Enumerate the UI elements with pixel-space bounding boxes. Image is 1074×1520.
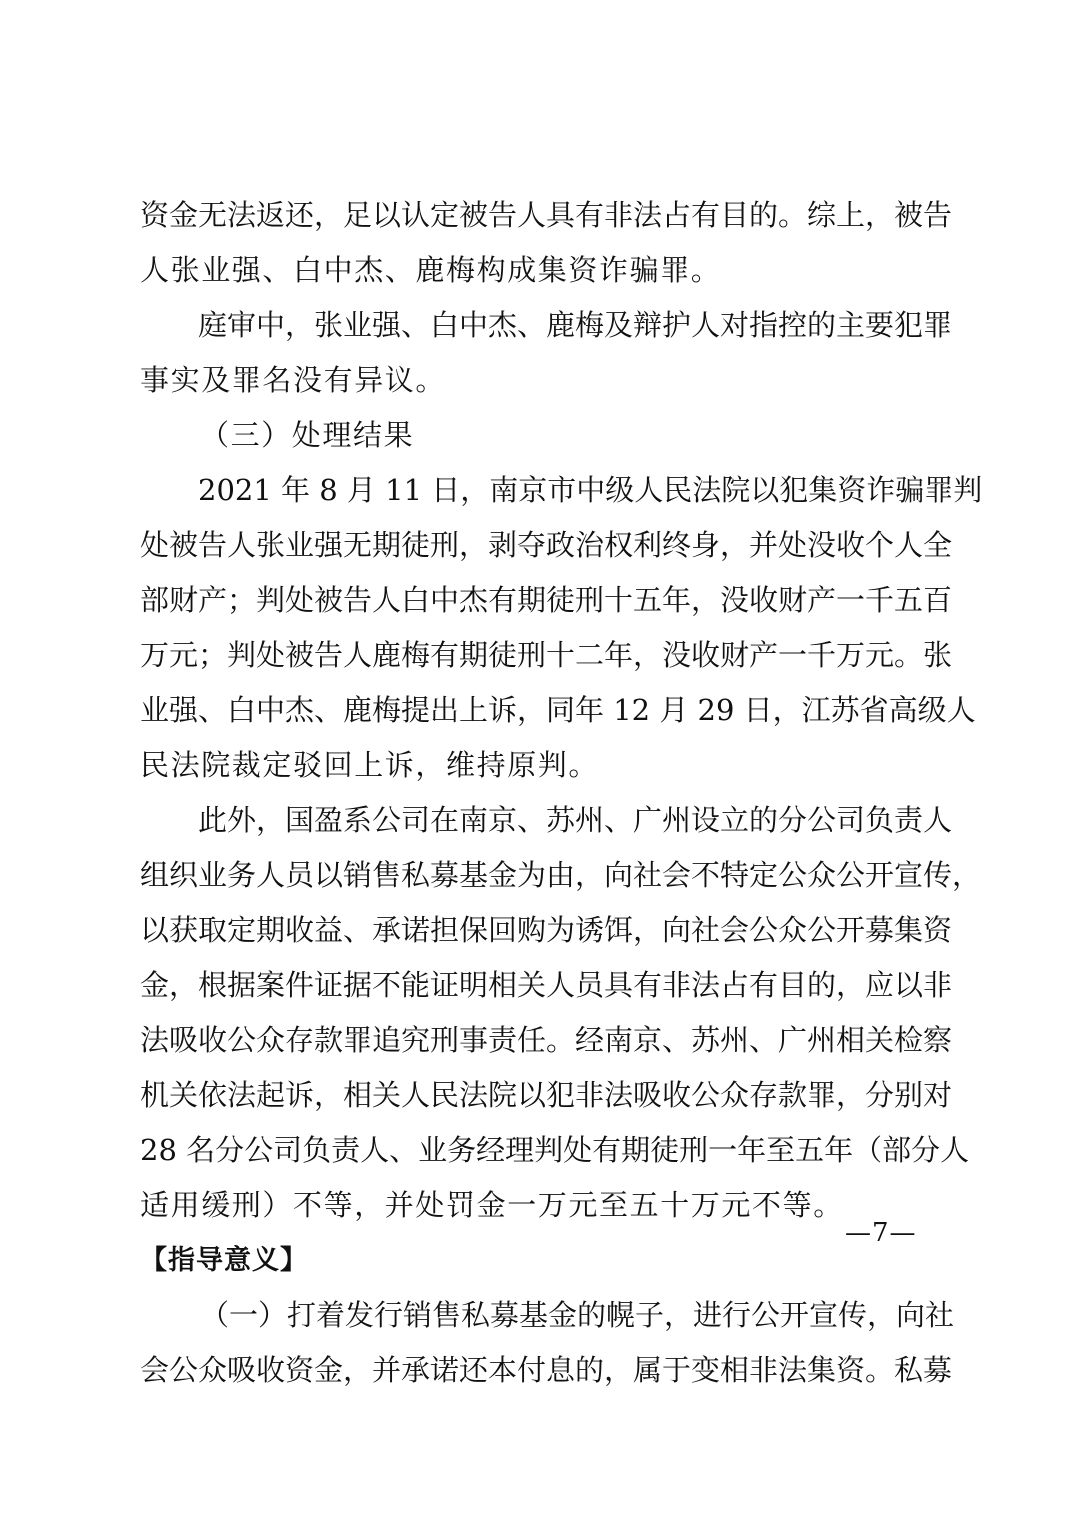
- paragraph-line: 民法院裁定驳回上诉，维持原判。: [140, 748, 600, 782]
- paragraph-line: （一）打着发行销售私募基金的幌子，进行公开宣传，向社: [200, 1298, 955, 1332]
- paragraph-line: 会公众吸收资金，并承诺还本付息的，属于变相非法集资。私募: [140, 1353, 953, 1387]
- paragraph-line: 业强、白中杰、鹿梅提出上诉，同年 12 月 29 日，江苏省高级人: [140, 693, 976, 727]
- paragraph-line: 事实及罪名没有异议。: [140, 363, 447, 397]
- paragraph-line: 28 名分公司负责人、业务经理判处有期徒刑一年至五年（部分人: [140, 1133, 970, 1167]
- paragraph-line: 以获取定期收益、承诺担保回购为诱饵，向社会公众公开募集资: [140, 913, 953, 947]
- paragraph-line: 机关依法起诉，相关人民法院以犯非法吸收公众存款罪，分别对: [140, 1078, 953, 1112]
- paragraph-line: 庭审中，张业强、白中杰、鹿梅及辩护人对指控的主要犯罪: [198, 308, 953, 342]
- paragraph-line: 金，根据案件证据不能证明相关人员具有非法占有目的，应以非: [140, 968, 953, 1002]
- paragraph-line: 2021 年 8 月 11 日，南京市中级人民法院以犯集资诈骗罪判: [198, 473, 983, 507]
- body-text: [140, 188, 983, 1398]
- paragraph-line: 万元；判处被告人鹿梅有期徒刑十二年，没收财产一千万元。张: [140, 638, 953, 672]
- section-heading: （三）处理结果: [200, 418, 415, 452]
- paragraph-line: 处被告人张业强无期徒刑，剥夺政治权利终身，并处没收个人全: [140, 528, 953, 562]
- paragraph-line: 法吸收公众存款罪追究刑事责任。经南京、苏州、广州相关检察: [140, 1023, 953, 1057]
- paragraph-line: 部财产；判处被告人白中杰有期徒刑十五年，没收财产一千五百: [140, 583, 953, 617]
- paragraph-line: 人张业强、白中杰、鹿梅构成集资诈骗罪。: [140, 253, 722, 287]
- paragraph-line: 此外，国盈系公司在南京、苏州、广州设立的分公司负责人: [198, 803, 953, 837]
- paragraph-line: 适用缓刑）不等，并处罚金一万元至五十万元不等。: [140, 1188, 844, 1222]
- guidance-heading: 【指导意义】: [140, 1245, 308, 1276]
- paragraph-line: 组织业务人员以销售私募基金为由，向社会不特定公众公开宣传，: [140, 858, 982, 892]
- paragraph-line: 资金无法返还，足以认定被告人具有非法占有目的。综上，被告: [140, 198, 953, 232]
- page-number: —7—: [845, 1218, 917, 1248]
